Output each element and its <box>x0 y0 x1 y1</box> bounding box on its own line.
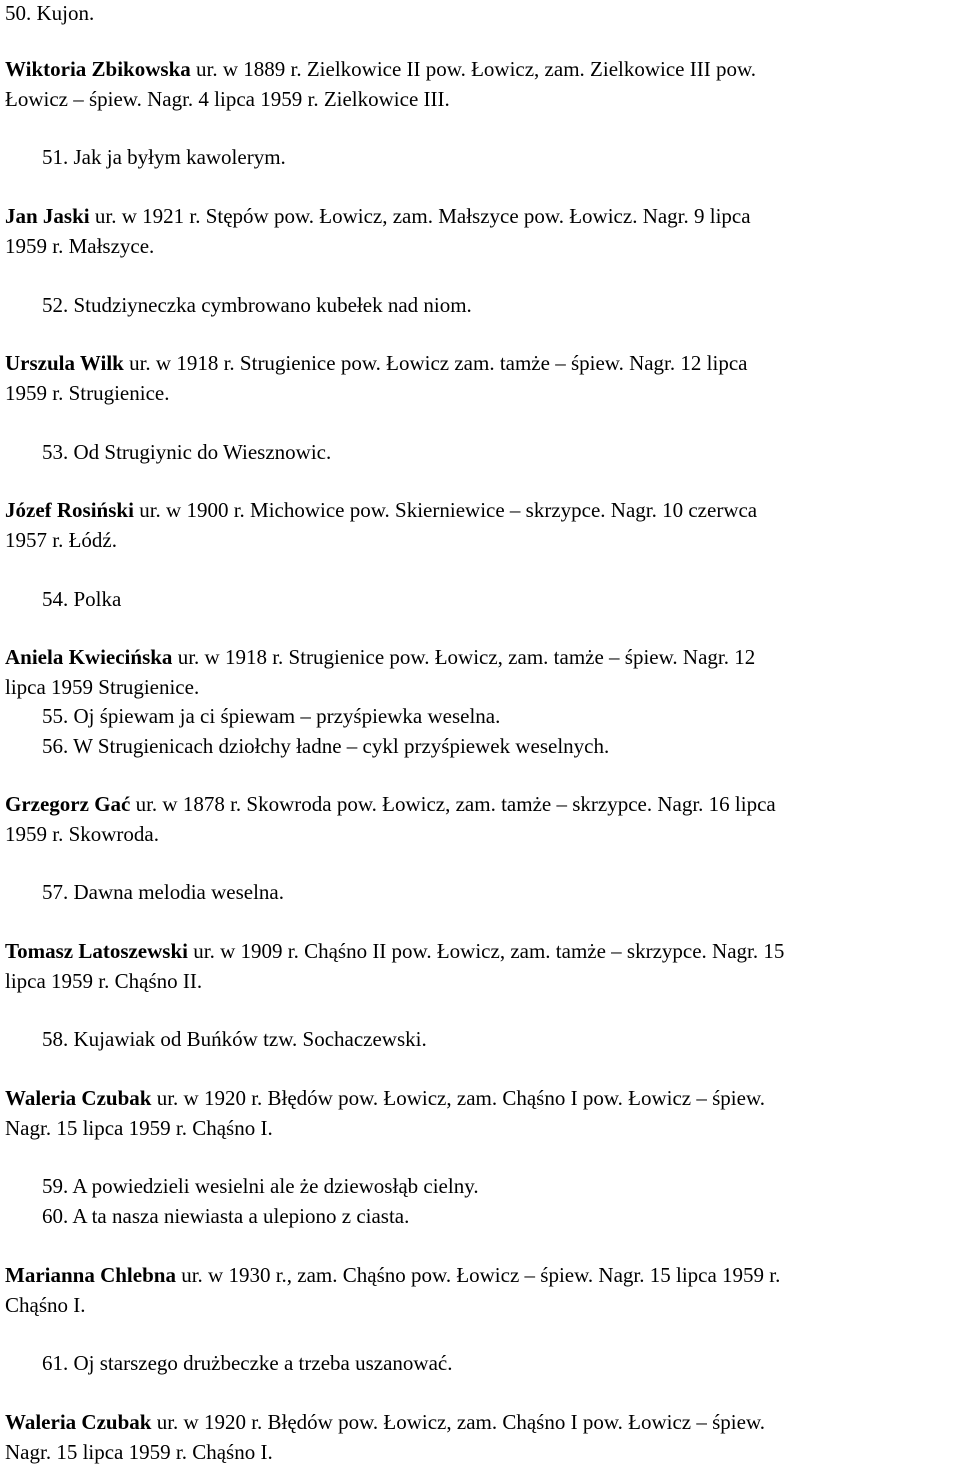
performer-line <box>5 1085 765 1111</box>
performer-name: Aniela Kwiecińska <box>5 645 173 669</box>
performer-line <box>5 1409 765 1435</box>
performer-line-continued: 1959 r. Skowroda. <box>5 822 159 846</box>
song-heading <box>42 1173 479 1199</box>
song-title: A powiedzieli wesielni ale że dziewosłąb cielny. <box>72 1174 479 1198</box>
performer-name: Waleria Czubak <box>5 1410 152 1434</box>
performer-line-continued: Nagr. 15 lipca 1959 r. Chąśno I. <box>5 1440 273 1464</box>
song-heading <box>42 733 609 759</box>
performer-line-continued: 1957 r. Łódź. <box>5 528 117 552</box>
performer-name: Grzegorz Gać <box>5 792 131 816</box>
song-title: Polka <box>73 587 122 611</box>
performer-line <box>5 791 776 817</box>
song-heading <box>42 879 284 905</box>
song-number: 51. <box>42 145 69 169</box>
song-heading <box>42 703 500 729</box>
song-title: W Strugienicach dziołchy ładne – cykl przyśpiewek weselnych. <box>73 734 610 758</box>
song-heading <box>42 1026 427 1052</box>
performer-details: ur. w 1918 r. Strugienice pow. Łowicz zam. tamże – śpiew. Nagr. 12 lipca <box>123 351 748 375</box>
song-heading <box>42 144 286 170</box>
song-number: 53. <box>42 440 69 464</box>
performer-line-continued: lipca 1959 r. Chąśno II. <box>5 969 203 993</box>
performer-details: ur. w 1918 r. Strugienice pow. Łowicz, zam. tamże – śpiew. Nagr. 12 <box>172 645 756 669</box>
song-heading <box>42 1203 409 1229</box>
performer-details: ur. w 1920 r. Błędów pow. Łowicz, zam. Chąśno I pow. Łowicz – śpiew. <box>151 1086 765 1110</box>
performer-name: Józef Rosiński <box>5 498 134 522</box>
song-number: 56. <box>42 734 69 758</box>
song-number: 54. <box>42 587 69 611</box>
song-number: 55. <box>42 704 69 728</box>
performer-line-continued: Chąśno I. <box>5 1293 86 1317</box>
performer-line-continued: lipca 1959 Strugienice. <box>5 675 200 699</box>
performer-name: Tomasz Latoszewski <box>5 939 188 963</box>
song-title: Jak ja byłym kawolerym. <box>73 145 286 169</box>
performer-line-continued: Łowicz – śpiew. Nagr. 4 lipca 1959 r. Zielkowice III. <box>5 87 450 111</box>
song-heading <box>42 586 121 612</box>
song-number: 60. <box>42 1204 69 1228</box>
song-title: A ta nasza niewiasta a ulepiono z ciasta. <box>72 1204 410 1228</box>
song-heading <box>5 0 94 26</box>
performer-name: Jan Jaski <box>5 204 90 228</box>
performer-line-continued: 1959 r. Strugienice. <box>5 381 170 405</box>
performer-details: ur. w 1889 r. Zielkowice II pow. Łowicz, zam. Zielkowice III pow. <box>190 57 757 81</box>
performer-details: ur. w 1930 r., zam. Chąśno pow. Łowicz – śpiew. Nagr. 15 lipca 1959 r. <box>175 1263 781 1287</box>
performer-line-continued: 1959 r. Małszyce. <box>5 234 155 258</box>
performer-name: Waleria Czubak <box>5 1086 152 1110</box>
song-number: 61. <box>42 1351 69 1375</box>
performer-details: ur. w 1921 r. Stępów pow. Łowicz, zam. Małszyce pow. Łowicz. Nagr. 9 lipca <box>89 204 751 228</box>
performer-line <box>5 938 784 964</box>
performer-line <box>5 1262 780 1288</box>
performer-details: ur. w 1878 r. Skowroda pow. Łowicz, zam. tamże – skrzypce. Nagr. 16 lipca <box>130 792 776 816</box>
performer-details: ur. w 1900 r. Michowice pow. Skierniewice – skrzypce. Nagr. 10 czerwca <box>133 498 758 522</box>
performer-details: ur. w 1909 r. Chąśno II pow. Łowicz, zam. tamże – skrzypce. Nagr. 15 <box>187 939 785 963</box>
song-number: 58. <box>42 1027 69 1051</box>
performer-line-continued: Nagr. 15 lipca 1959 r. Chąśno I. <box>5 1116 273 1140</box>
performer-line <box>5 203 751 229</box>
song-heading <box>42 292 472 318</box>
song-title: Studziyneczka cymbrowano kubełek nad niom. <box>73 293 472 317</box>
song-number: 52. <box>42 293 69 317</box>
song-number: 50. <box>5 1 32 25</box>
song-title: Kujawiak od Buńków tzw. Sochaczewski. <box>73 1027 427 1051</box>
performer-line <box>5 350 747 376</box>
performer-name: Urszula Wilk <box>5 351 124 375</box>
performer-line <box>5 56 756 82</box>
song-title: Od Strugiynic do Wiesznowic. <box>73 440 332 464</box>
song-title: Oj starszego drużbeczke a trzeba uszanować. <box>73 1351 453 1375</box>
song-number: 57. <box>42 880 69 904</box>
song-number: 59. <box>42 1174 69 1198</box>
song-heading <box>42 1350 452 1376</box>
performer-line <box>5 497 757 523</box>
song-title: Kujon. <box>36 1 95 25</box>
song-title: Dawna melodia weselna. <box>73 880 285 904</box>
song-title: Oj śpiewam ja ci śpiewam – przyśpiewka weselna. <box>73 704 501 728</box>
performer-line <box>5 644 755 670</box>
performer-name: Marianna Chlebna <box>5 1263 176 1287</box>
performer-details: ur. w 1920 r. Błędów pow. Łowicz, zam. Chąśno I pow. Łowicz – śpiew. <box>151 1410 765 1434</box>
performer-name: Wiktoria Zbikowska <box>5 57 191 81</box>
song-heading <box>42 439 331 465</box>
